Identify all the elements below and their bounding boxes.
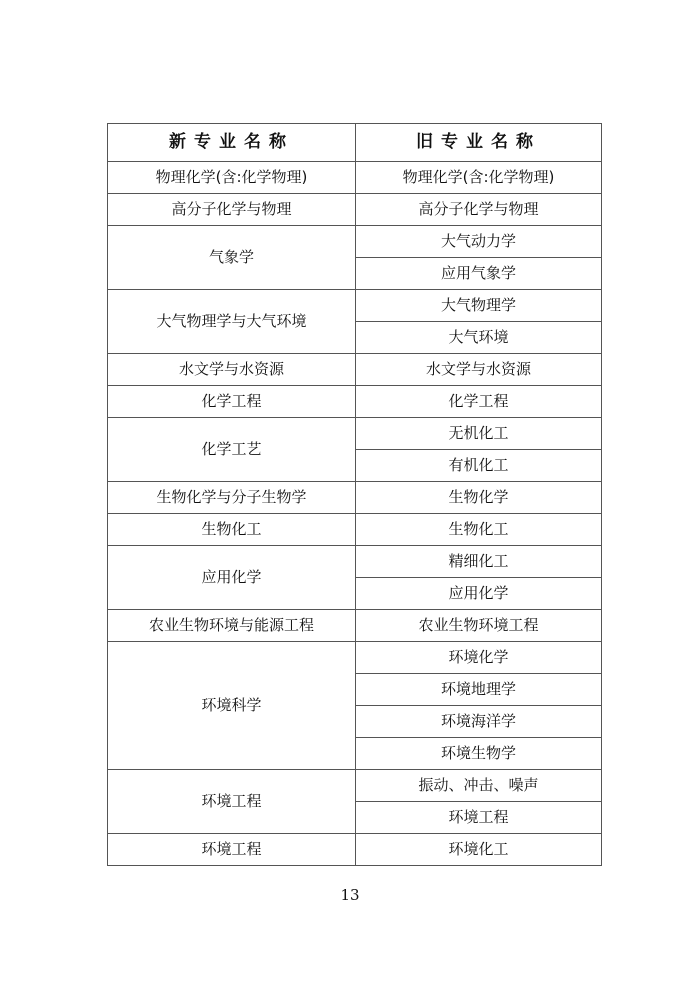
old-major-cell: 大气环境 xyxy=(356,322,602,354)
table-row xyxy=(108,770,602,802)
old-major-cell: 环境化学 xyxy=(356,642,602,674)
table-row xyxy=(108,226,602,258)
new-major-cell: 环境科学 xyxy=(108,642,356,770)
old-major-cell: 农业生物环境工程 xyxy=(356,610,602,642)
table-row xyxy=(108,482,602,514)
table-row xyxy=(108,386,602,418)
old-major-cell: 环境地理学 xyxy=(356,674,602,706)
old-major-cell: 环境海洋学 xyxy=(356,706,602,738)
old-major-cell: 无机化工 xyxy=(356,418,602,450)
table-row xyxy=(108,418,602,450)
table-row xyxy=(108,546,602,578)
old-major-cell: 应用化学 xyxy=(356,578,602,610)
major-name-table xyxy=(107,123,602,866)
new-major-cell: 化学工艺 xyxy=(108,418,356,482)
old-major-cell: 生物化学 xyxy=(356,482,602,514)
new-major-cell: 气象学 xyxy=(108,226,356,290)
old-major-cell: 环境生物学 xyxy=(356,738,602,770)
old-major-cell: 生物化工 xyxy=(356,514,602,546)
old-major-cell: 物理化学(含:化学物理) xyxy=(356,162,602,194)
new-major-cell: 化学工程 xyxy=(108,386,356,418)
new-major-cell: 生物化学与分子生物学 xyxy=(108,482,356,514)
old-major-cell: 应用气象学 xyxy=(356,258,602,290)
table-row xyxy=(108,194,602,226)
new-major-cell: 生物化工 xyxy=(108,514,356,546)
old-major-cell: 高分子化学与物理 xyxy=(356,194,602,226)
new-major-cell: 物理化学(含:化学物理) xyxy=(108,162,356,194)
table-row xyxy=(108,162,602,194)
old-major-cell: 水文学与水资源 xyxy=(356,354,602,386)
old-major-cell: 大气物理学 xyxy=(356,290,602,322)
new-major-cell: 应用化学 xyxy=(108,546,356,610)
new-major-cell: 大气物理学与大气环境 xyxy=(108,290,356,354)
old-major-cell: 环境化工 xyxy=(356,834,602,866)
new-major-cell: 高分子化学与物理 xyxy=(108,194,356,226)
table-row xyxy=(108,610,602,642)
table-row xyxy=(108,834,602,866)
table-row xyxy=(108,290,602,322)
new-major-cell: 农业生物环境与能源工程 xyxy=(108,610,356,642)
old-major-cell: 大气动力学 xyxy=(356,226,602,258)
new-major-cell: 水文学与水资源 xyxy=(108,354,356,386)
old-major-cell: 有机化工 xyxy=(356,450,602,482)
table-row xyxy=(108,642,602,674)
header-new-name: 新专业名称 xyxy=(108,124,356,162)
header-row xyxy=(108,124,602,162)
old-major-cell: 精细化工 xyxy=(356,546,602,578)
table-row xyxy=(108,514,602,546)
table-body xyxy=(108,162,602,866)
new-major-cell: 环境工程 xyxy=(108,834,356,866)
table-row xyxy=(108,354,602,386)
old-major-cell: 环境工程 xyxy=(356,802,602,834)
header-old-name: 旧专业名称 xyxy=(356,124,602,162)
old-major-cell: 振动、冲击、噪声 xyxy=(356,770,602,802)
page-number: 13 xyxy=(340,886,360,904)
old-major-cell: 化学工程 xyxy=(356,386,602,418)
new-major-cell: 环境工程 xyxy=(108,770,356,834)
